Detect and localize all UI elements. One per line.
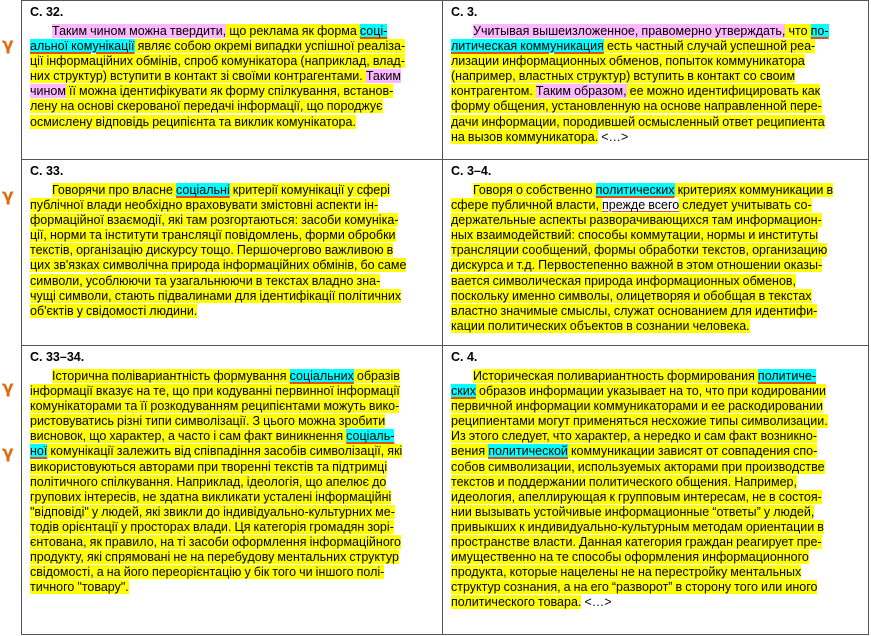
highlighted-text: образів (353, 369, 400, 383)
highlighted-text: Историческая поливариантность формирования (473, 369, 758, 383)
russian-passage (451, 24, 862, 145)
highlighted-text: "відповіді" у людей, які звикли до індивідуально-культурних ме- (30, 504, 395, 519)
right-cell (443, 346, 869, 635)
ukrainian-passage (30, 183, 436, 319)
highlighted-text: Говоря о собственно (473, 183, 596, 197)
highlighted-text: політичного спілкування. Наприклад, ідеологія, що апелює до (30, 474, 387, 489)
key-term: политических (595, 183, 675, 197)
highlighted-text: собов символизации, используемых акторами при производстве (451, 459, 825, 474)
highlighted-text: лену на основі скерованої передачі інформації, що породжує (30, 99, 383, 114)
highlighted-text: что (785, 24, 811, 38)
comparison-row (22, 160, 869, 346)
highlighted-text: об'єктів у свідомості людини. (30, 303, 198, 318)
russian-passage (451, 183, 862, 334)
right-cell (443, 160, 869, 346)
highlighted-text: лизации информационных обменов, попыток коммуникатора (451, 54, 805, 69)
highlighted-text: єнтована, як правило, на ті засоби оформлення інформаційного (30, 535, 402, 550)
highlighted-text: групових інтересів, не здатна викликати усталені інформаційні (30, 489, 392, 504)
highlighted-text: ных взаимодействий: способы коммутации, нормы и институты (451, 228, 819, 243)
key-term: соці- (359, 24, 388, 38)
highlighted-text: имущественно на те способы оформления информационного (451, 550, 809, 565)
highlighted-text: символи, усоблюючи та узагальнюючи в текстах владно зна- (30, 273, 381, 288)
highlighted-text: текстів, організацію дискурсу тощо. Першочергово важливою в (30, 243, 394, 258)
highlighted-text: продукту, які спрямовані не на перебудову ментальних структур (30, 550, 399, 565)
highlighted-text: тичного "товару". (30, 580, 129, 595)
highlighted-text: свідомості, а на його переорієнтацію у бік того чи іншого полі- (30, 565, 385, 580)
handwritten-check-mark-row2: γ (2, 186, 14, 206)
page-reference: С. 3–4. (451, 164, 492, 178)
key-term: ских (451, 384, 476, 399)
connector-phrase: Таким образом, (535, 84, 627, 99)
comparison-row (22, 346, 869, 635)
connector-phrase: Таким чином можна твердити, (52, 24, 227, 38)
highlighted-text: використовуються авторами при творенні текстів та підтримці (30, 459, 388, 474)
highlighted-text: коммуникации зависят от совпадения спо- (567, 444, 818, 459)
key-term: политиче- (757, 369, 816, 383)
highlighted-text: Історична полівариантність формування (52, 369, 290, 383)
left-cell (22, 1, 443, 160)
left-cell (22, 346, 443, 635)
underlined-phrase: прежде всего (602, 198, 680, 213)
highlighted-text: комунікаторами та її розкодуванням реципієнтами можуть вико- (30, 399, 400, 414)
highlighted-text: сфере публичной власти, (451, 198, 603, 213)
ukrainian-passage (30, 369, 436, 595)
highlighted-text: нии вызывать устойчивые информационные “ответы” у людей, (451, 504, 815, 519)
highlighted-text: критерії комунікації у сфері (229, 183, 390, 197)
highlighted-text: вается символическая природа информационных обменов, (451, 273, 797, 288)
russian-passage (451, 369, 862, 611)
highlighted-text: дискурса и т.д. Первостепенно важной в этом отношении оказы- (451, 258, 823, 273)
handwritten-check-mark-row3b: γ (2, 443, 14, 463)
highlighted-text: властно значимые смыслы, служат основанием для идентифи- (451, 303, 818, 318)
highlighted-text: ції, норми та інститути трансляції повідомлень, форми обробки (30, 228, 396, 243)
highlighted-text: есть частный случай успешной реа- (603, 39, 816, 54)
key-term: политической (488, 444, 568, 459)
highlighted-text: тодів орієнтації у просторах влади. Ця категорія громадян зорі- (30, 519, 394, 534)
highlighted-text: висновок, що характер, а часто і сам факт виникнення (30, 429, 347, 444)
page-reference: С. 33–34. (30, 350, 85, 364)
highlighted-text: держательные аспекты разворачивающихся там информацион- (451, 213, 822, 228)
highlighted-text: Говорячи про власне (52, 183, 177, 197)
handwritten-check-mark-row1: γ (2, 35, 14, 55)
highlighted-text: реципиентами могут применяться несхожие типы символизации. (451, 414, 828, 429)
page-reference: С. 4. (451, 350, 478, 364)
highlighted-text: первичной информации коммуникаторами и ее раскодировании (451, 399, 824, 414)
key-term: альної комунікації (30, 39, 135, 54)
highlighted-text: кации политических объектов в сознании человека. (451, 318, 750, 333)
ellipsis-marker: <…> (581, 595, 612, 610)
highlighted-text: являє собою окремі випадки успішної реаліза- (134, 39, 406, 54)
connector-phrase: чином (30, 84, 66, 99)
connector-phrase: Таким (365, 69, 401, 84)
highlighted-text: образов информации указывает на то, что при кодировании (475, 384, 826, 399)
highlighted-text: ристовуватись різні типи символізації. З цього можна зробити (30, 414, 386, 429)
highlighted-text: текстов и поддержании политического общения. Например, (451, 474, 797, 489)
page-reference: С. 32. (30, 5, 64, 19)
comparison-table (21, 0, 869, 635)
highlighted-text: пространстве власти. Данная категория граждан реагирует пре- (451, 535, 822, 550)
page-reference: С. 3. (451, 5, 478, 19)
page-reference: С. 33. (30, 164, 64, 178)
highlighted-text: публічної влади необхідно враховувати змістовні аспекти ін- (30, 198, 379, 213)
highlighted-text: (например, властных структур) вступить в контакт со своим (451, 69, 796, 84)
highlighted-text: поскольку именно символы, олицетворяя и обобщая в текстах (451, 288, 812, 303)
highlighted-text: чущі символи, стають підвалинами для ідентифікації політичних (30, 288, 402, 303)
highlighted-text: идеология, апеллирующая к групповым интересам, не в состоя- (451, 489, 822, 504)
highlighted-text: привыкших к индивидуально-культурным методам ориентации в (451, 519, 824, 534)
highlighted-text: трансляции сообщений, формы обработки текстов, организацию (451, 243, 828, 258)
highlighted-text: цих зв'язках символічна природа інформаційних обмінів, бо саме (30, 258, 407, 273)
highlighted-text: осмислену відповідь реципієнта та виклик комунікатора. (30, 114, 356, 129)
highlighted-text: следует учитывать со- (679, 198, 812, 213)
highlighted-text: що реклама як форма (226, 24, 360, 38)
highlighted-text: Из этого следует, что характер, а нередко и сам факт возникно- (451, 429, 817, 444)
key-term: литическая коммуникация (451, 39, 604, 54)
key-term: соціальні (176, 183, 230, 197)
highlighted-text: форму общения, установленную на основе направленной пере- (451, 99, 822, 114)
highlighted-text: политического товара. (451, 595, 582, 610)
ukrainian-passage (30, 24, 436, 130)
key-term: по- (810, 24, 829, 38)
highlighted-text: на вызов коммуникатора. (451, 129, 599, 144)
key-term: ної (30, 444, 48, 459)
highlighted-text: структур сознания, а на его “разворот” в сторону того или иного (451, 580, 818, 595)
highlighted-text: ції інформаційних обмінів, спроб комунікатора (наприклад, влад- (30, 54, 405, 69)
highlighted-text: дачи информации, породившей осмысленный ответ реципиента (451, 114, 825, 129)
highlighted-text: них структур) вступити в контакт зі своїми контрагентами. (30, 69, 366, 84)
left-cell (22, 160, 443, 346)
highlighted-text: інформації вказує на те, що при кодуванні первинної інформації (30, 384, 400, 399)
highlighted-text: її можна ідентифікувати як форму спілкування, встанов- (65, 84, 394, 99)
highlighted-text: ее можно идентифицировать как (626, 84, 821, 99)
highlighted-text: вения (451, 444, 489, 459)
highlighted-text: критериях коммуникации в (674, 183, 834, 197)
handwritten-check-mark-row3a: γ (2, 378, 14, 398)
highlighted-text: комунікації залежить від співпадіння засобів символізації, які (47, 444, 403, 459)
key-term: соціальних (289, 369, 354, 383)
highlighted-text: продукта, которые нацелены не на перестройку ментальных (451, 565, 802, 580)
highlighted-text: формаційної взаємодії, які там розгортаються: засоби комуніка- (30, 213, 399, 228)
connector-phrase: Учитывая вышеизложенное, правомерно утверждать, (473, 24, 786, 38)
key-term: соціаль- (346, 429, 395, 444)
right-cell (443, 1, 869, 160)
ellipsis-marker: <…> (598, 129, 629, 144)
highlighted-text: контрагентом. (451, 84, 536, 99)
comparison-row (22, 1, 869, 160)
